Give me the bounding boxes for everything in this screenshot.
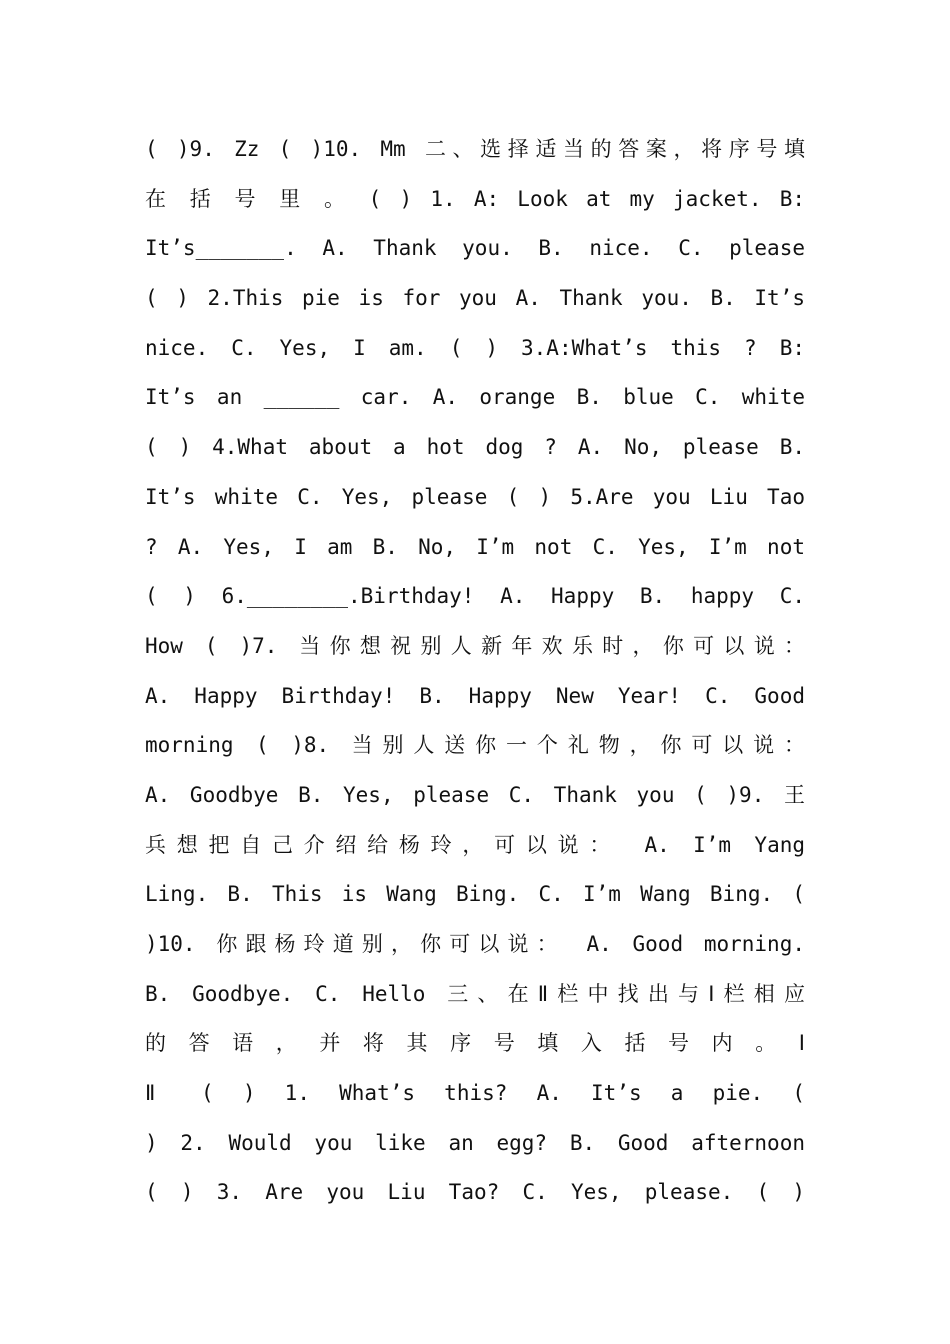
text-line-21: ) 2. Would you like an egg? B. Good afternoon: [145, 1130, 805, 1155]
text-line-11: How ( )7. 当你想祝别人新年欢乐时，你可以说：: [145, 633, 805, 658]
text-line-18: B. Goodbye. C. Hello 三、在Ⅱ栏中找出与Ⅰ栏相应: [145, 981, 805, 1006]
text-line-10: ( ) 6.________.Birthday! A. Happy B. happy C.: [145, 584, 805, 609]
text-line-5: nice. C. Yes, I am. ( ) 3.A:What’s this ? B:: [145, 335, 805, 360]
text-line-7: ( ) 4.What about a hot dog ? A. No, please B.: [145, 435, 805, 460]
text-line-15: 兵想把自己介绍给杨玲，可以说： A. I’m Yang: [145, 832, 805, 857]
exercise-text: [145, 125, 805, 1218]
text-line-16: Ling. B. This is Wang Bing. C. I’m Wang Bing. (: [145, 882, 805, 907]
text-line-17: )10. 你跟杨玲道别，你可以说： A. Good morning.: [145, 932, 805, 956]
text-line-12: A. Happy Birthday! B. Happy New Year! C. Good: [145, 683, 805, 708]
text-line-1: ( )9. Zz ( )10. Mm 二、选择适当的答案，将序号填: [145, 137, 805, 161]
text-line-4: ( ) 2.This pie is for you A. Thank you. B. It’s: [145, 286, 805, 311]
text-line-19: 的 答 语 ， 并 将 其 序 号 填 入 括 号 内 。 Ⅰ: [145, 1031, 805, 1056]
text-line-20: Ⅱ ( ) 1. What’s this? A. It’s a pie. (: [145, 1081, 805, 1106]
text-line-13: morning ( )8. 当别人送你一个礼物，你可以说：: [145, 733, 805, 758]
text-line-8: It’s white C. Yes, please ( ) 5.Are you Liu Tao: [145, 484, 805, 509]
text-line-9: ? A. Yes, I am B. No, I’m not C. Yes, I’m not: [145, 534, 805, 559]
text-line-6: It’s an ______ car. A. orange B. blue C. white: [145, 385, 805, 410]
text-line-14: A. Goodbye B. Yes, please C. Thank you ( )9. 王: [145, 782, 805, 807]
text-line-2: 在 括 号 里 。 ( ) 1. A: Look at my jacket. B:: [145, 186, 805, 211]
text-line-3: It’s_______. A. Thank you. B. nice. C. please: [145, 236, 805, 261]
text-line-22: ( ) 3. Are you Liu Tao? C. Yes, please. ( ): [145, 1180, 805, 1205]
